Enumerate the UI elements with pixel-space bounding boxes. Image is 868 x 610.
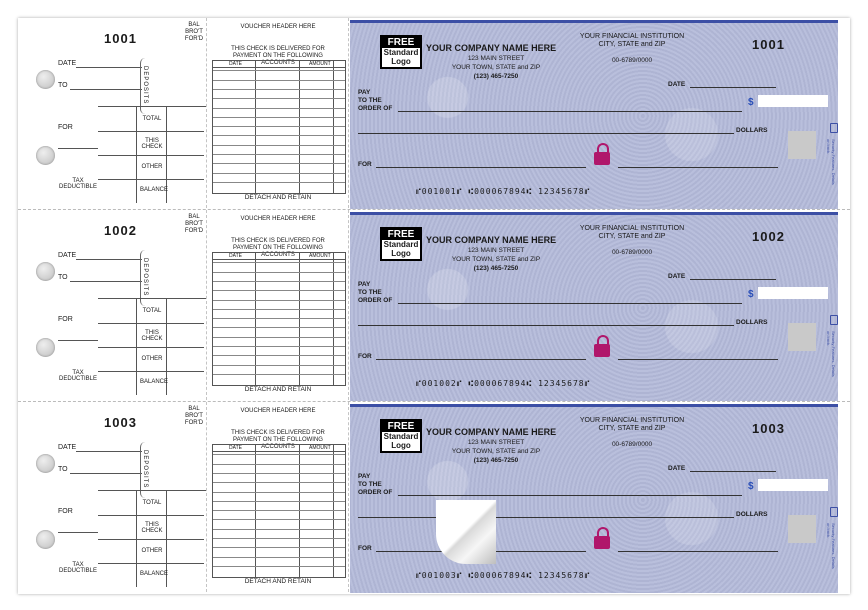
- check-date-line[interactable]: [690, 87, 776, 88]
- voucher-line[interactable]: [213, 262, 345, 263]
- check: [350, 20, 838, 209]
- stub-date-line[interactable]: [76, 259, 142, 260]
- voucher-header: VOUCHER HEADER HERE: [240, 216, 316, 222]
- binder-hole: [36, 338, 55, 357]
- stub-check-number: 1002: [104, 223, 137, 238]
- bal-brot-ford-label: BAL BRO'T FOR'D: [184, 22, 204, 42]
- stub-for-label: FOR: [58, 316, 73, 323]
- check-number: 1001: [752, 37, 785, 52]
- other-label: OTHER: [141, 164, 163, 170]
- order-of-label: ORDER OF: [358, 489, 393, 496]
- binder-hole: [36, 262, 55, 281]
- security-features-icon: [788, 323, 816, 351]
- voucher-line[interactable]: [213, 182, 345, 183]
- voucher-delivered-text: THIS CHECK IS DELIVERED FOR PAYMENT ON THE FOLLOWING ACCOUNTS: [231, 46, 325, 66]
- voucher-line[interactable]: [213, 290, 345, 291]
- company-phone: (123) 465-7250: [473, 265, 519, 272]
- pay-label: PAY: [358, 473, 371, 480]
- amount-box[interactable]: [758, 95, 828, 107]
- micr-line: ⑈001003⑈ ⑆000067894⑆ 12345678⑈: [416, 571, 591, 580]
- stub-date-label: DATE: [58, 252, 77, 259]
- stub-for-line[interactable]: [58, 340, 98, 341]
- check-number: 1002: [752, 229, 785, 244]
- pay-label: PAY: [358, 281, 371, 288]
- voucher-table: [212, 444, 346, 578]
- voucher-table: [212, 252, 346, 386]
- security-side-text: Security Features. Details on back.: [826, 139, 836, 185]
- voucher-amount-col: AMOUNT: [309, 445, 331, 451]
- security-side-text: Security Features. Details on back.: [826, 331, 836, 377]
- voucher-amount-col: AMOUNT: [309, 61, 331, 67]
- voucher-line[interactable]: [213, 108, 345, 109]
- company-name: YOUR COMPANY NAME HERE: [426, 235, 557, 245]
- amount-words-line[interactable]: [358, 325, 734, 326]
- company-address2: YOUR TOWN, STATE and ZIP: [451, 64, 541, 71]
- voucher: [208, 402, 349, 592]
- logo-standard: Standard: [383, 48, 419, 57]
- stub-to-line[interactable]: [70, 473, 142, 474]
- voucher: [208, 18, 349, 208]
- voucher-line[interactable]: [213, 154, 345, 155]
- security-features-icon: [788, 131, 816, 159]
- company-phone: (123) 465-7250: [473, 73, 519, 80]
- amount-box[interactable]: [758, 479, 828, 491]
- other-label: OTHER: [141, 356, 163, 362]
- micr-line: ⑈001002⑈ ⑆000067894⑆ 12345678⑈: [416, 379, 591, 388]
- logo-logo: Logo: [391, 57, 411, 66]
- company-name: YOUR COMPANY NAME HERE: [426, 427, 557, 437]
- voucher-date-col: DATE: [229, 61, 242, 67]
- stub-grid: [98, 106, 206, 203]
- tax-deductible-label: TAX DEDUCTIBLE: [58, 178, 97, 190]
- tax-deductible-label: TAX DEDUCTIBLE: [58, 562, 97, 574]
- logo-free: FREE: [382, 37, 420, 48]
- padlock-icon: [594, 527, 610, 549]
- voucher-line[interactable]: [213, 80, 345, 81]
- check-date-label: DATE: [668, 81, 686, 88]
- stub-for-line[interactable]: [58, 532, 98, 533]
- balance-label: BALANCE: [140, 187, 169, 193]
- memo-line[interactable]: [376, 167, 586, 168]
- voucher-delivered-text: THIS CHECK IS DELIVERED FOR PAYMENT ON THE FOLLOWING ACCOUNTS: [231, 238, 325, 258]
- free-standard-logo: [380, 227, 422, 261]
- total-label: TOTAL: [142, 308, 162, 314]
- amount-words-line[interactable]: [358, 517, 734, 518]
- company-address2: YOUR TOWN, STATE and ZIP: [451, 448, 541, 455]
- voucher-line[interactable]: [213, 309, 345, 310]
- voucher-line[interactable]: [213, 538, 345, 539]
- dollars-label: DOLLARS: [736, 319, 768, 326]
- amount-box[interactable]: [758, 287, 828, 299]
- check-date-line[interactable]: [690, 279, 776, 280]
- stub-grid: [98, 298, 206, 395]
- check-row-3: [18, 402, 850, 592]
- payee-line[interactable]: [398, 111, 742, 112]
- voucher-date-col: DATE: [229, 445, 242, 451]
- micr-line: ⑈001001⑈ ⑆000067894⑆ 12345678⑈: [416, 187, 591, 196]
- voucher-table: [212, 60, 346, 194]
- voucher-line[interactable]: [213, 365, 345, 366]
- voucher-line[interactable]: [213, 510, 345, 511]
- stub-date-line[interactable]: [76, 451, 142, 452]
- voucher-line[interactable]: [213, 70, 345, 71]
- voucher-line[interactable]: [213, 126, 345, 127]
- check: [350, 404, 838, 593]
- bank-name: YOUR FINANCIAL INSTITUTION: [579, 417, 685, 424]
- company-address1: 123 MAIN STREET: [467, 55, 525, 62]
- voucher-line[interactable]: [213, 89, 345, 90]
- this-check-label: THIS CHECK: [141, 138, 163, 150]
- voucher-line[interactable]: [213, 117, 345, 118]
- voucher-line[interactable]: [213, 482, 345, 483]
- memo-line[interactable]: [376, 359, 586, 360]
- stub-check-number: 1003: [104, 415, 137, 430]
- check-date-line[interactable]: [690, 471, 776, 472]
- routing-fraction: 00-6789/0000: [611, 57, 653, 64]
- voucher-line[interactable]: [213, 346, 345, 347]
- lock-icon: [830, 507, 838, 517]
- logo-free: FREE: [382, 421, 420, 432]
- voucher-line[interactable]: [213, 529, 345, 530]
- check-stub: [18, 402, 207, 592]
- voucher-amount-col: AMOUNT: [309, 253, 331, 259]
- security-side-text: Security Features. Details on back.: [826, 523, 836, 569]
- check-stub: [18, 210, 207, 400]
- voucher-line[interactable]: [213, 281, 345, 282]
- check-row-1: [18, 18, 850, 208]
- voucher-line[interactable]: [213, 355, 345, 356]
- voucher-line[interactable]: [213, 557, 345, 558]
- voucher-line[interactable]: [213, 547, 345, 548]
- voucher-line[interactable]: [213, 272, 345, 273]
- deposits-label: DEPOSITS: [142, 66, 148, 105]
- detach-retain-label: DETACH AND RETAIN: [244, 194, 312, 201]
- logo-standard: Standard: [383, 240, 419, 249]
- check-date-label: DATE: [668, 273, 686, 280]
- security-features-icon: [788, 515, 816, 543]
- dollar-sign: $: [748, 97, 754, 108]
- to-the-label: TO THE: [358, 289, 382, 296]
- stub-check-number: 1001: [104, 31, 137, 46]
- voucher-header: VOUCHER HEADER HERE: [240, 408, 316, 414]
- dollars-label: DOLLARS: [736, 127, 768, 134]
- voucher-line[interactable]: [213, 173, 345, 174]
- grid-col: [136, 491, 137, 587]
- check-stub: [18, 18, 207, 208]
- total-label: TOTAL: [142, 116, 162, 122]
- payee-line[interactable]: [398, 303, 742, 304]
- to-the-label: TO THE: [358, 481, 382, 488]
- free-standard-logo: [380, 35, 422, 69]
- signature-line[interactable]: [618, 359, 778, 360]
- voucher-line[interactable]: [213, 566, 345, 567]
- check-row-2: [18, 210, 850, 400]
- memo-for-label: FOR: [358, 545, 372, 552]
- voucher-line[interactable]: [213, 300, 345, 301]
- memo-for-label: FOR: [358, 353, 372, 360]
- amount-words-line[interactable]: [358, 133, 734, 134]
- signature-line[interactable]: [618, 167, 778, 168]
- page-curl: [436, 500, 496, 564]
- stub-for-label: FOR: [58, 124, 73, 131]
- voucher-line[interactable]: [213, 519, 345, 520]
- voucher-table-header: [213, 445, 345, 452]
- voucher-table-header: [213, 253, 345, 260]
- other-label: OTHER: [141, 548, 163, 554]
- voucher-line[interactable]: [213, 374, 345, 375]
- grid-col: [136, 107, 137, 203]
- tax-deductible-label: TAX DEDUCTIBLE: [58, 370, 97, 382]
- binder-hole: [36, 530, 55, 549]
- free-standard-logo: [380, 419, 422, 453]
- stub-to-label: TO: [58, 82, 68, 89]
- voucher-line[interactable]: [213, 327, 345, 328]
- this-check-label: THIS CHECK: [141, 522, 163, 534]
- check-sheet: [18, 18, 850, 594]
- voucher-header: VOUCHER HEADER HERE: [240, 24, 316, 30]
- binder-hole: [36, 454, 55, 473]
- total-label: TOTAL: [142, 500, 162, 506]
- lock-icon: [830, 315, 838, 325]
- bank-name: YOUR FINANCIAL INSTITUTION: [579, 33, 685, 40]
- stub-for-label: FOR: [58, 508, 73, 515]
- stub-date-line[interactable]: [76, 67, 142, 68]
- voucher-line[interactable]: [213, 98, 345, 99]
- voucher-line[interactable]: [213, 337, 345, 338]
- voucher-line[interactable]: [213, 492, 345, 493]
- company-name: YOUR COMPANY NAME HERE: [426, 43, 557, 53]
- check-date-label: DATE: [668, 465, 686, 472]
- dollar-sign: $: [748, 481, 754, 492]
- stub-grid: [98, 490, 206, 587]
- detach-retain-label: DETACH AND RETAIN: [244, 386, 312, 393]
- logo-free: FREE: [382, 229, 420, 240]
- deposits-label: DEPOSITS: [142, 450, 148, 489]
- voucher-date-col: DATE: [229, 253, 242, 259]
- routing-fraction: 00-6789/0000: [611, 441, 653, 448]
- voucher-delivered-text: THIS CHECK IS DELIVERED FOR PAYMENT ON THE FOLLOWING ACCOUNTS: [231, 430, 325, 450]
- bal-brot-ford-label: BAL BRO'T FOR'D: [184, 214, 204, 234]
- padlock-icon: [594, 143, 610, 165]
- company-phone: (123) 465-7250: [473, 457, 519, 464]
- bal-brot-ford-label: BAL BRO'T FOR'D: [184, 406, 204, 426]
- stub-to-label: TO: [58, 466, 68, 473]
- dollar-sign: $: [748, 289, 754, 300]
- voucher-line[interactable]: [213, 464, 345, 465]
- voucher-line[interactable]: [213, 501, 345, 502]
- stub-for-line[interactable]: [58, 148, 98, 149]
- voucher-line[interactable]: [213, 135, 345, 136]
- bank-name: YOUR FINANCIAL INSTITUTION: [579, 225, 685, 232]
- stub-to-label: TO: [58, 274, 68, 281]
- lock-icon: [830, 123, 838, 133]
- to-the-label: TO THE: [358, 97, 382, 104]
- bank-city: CITY, STATE and ZIP: [598, 233, 666, 240]
- logo-logo: Logo: [391, 441, 411, 450]
- check-number: 1003: [752, 421, 785, 436]
- stub-date-label: DATE: [58, 60, 77, 67]
- voucher-line[interactable]: [213, 145, 345, 146]
- this-check-label: THIS CHECK: [141, 330, 163, 342]
- voucher: [208, 210, 349, 400]
- routing-fraction: 00-6789/0000: [611, 249, 653, 256]
- memo-for-label: FOR: [358, 161, 372, 168]
- payee-line[interactable]: [398, 495, 742, 496]
- voucher-line[interactable]: [213, 454, 345, 455]
- dollars-label: DOLLARS: [736, 511, 768, 518]
- company-address1: 123 MAIN STREET: [467, 247, 525, 254]
- bank-city: CITY, STATE and ZIP: [598, 41, 666, 48]
- stub-date-label: DATE: [58, 444, 77, 451]
- bank-city: CITY, STATE and ZIP: [598, 425, 666, 432]
- logo-logo: Logo: [391, 249, 411, 258]
- detach-retain-label: DETACH AND RETAIN: [244, 578, 312, 585]
- binder-hole: [36, 146, 55, 165]
- stub-to-line[interactable]: [70, 281, 142, 282]
- balance-label: BALANCE: [140, 379, 169, 385]
- binder-hole: [36, 70, 55, 89]
- voucher-line[interactable]: [213, 163, 345, 164]
- logo-standard: Standard: [383, 432, 419, 441]
- order-of-label: ORDER OF: [358, 297, 393, 304]
- company-address1: 123 MAIN STREET: [467, 439, 525, 446]
- stub-to-line[interactable]: [70, 89, 142, 90]
- grid-col: [136, 299, 137, 395]
- signature-line[interactable]: [618, 551, 778, 552]
- voucher-table-header: [213, 61, 345, 68]
- padlock-icon: [594, 335, 610, 357]
- balance-label: BALANCE: [140, 571, 169, 577]
- company-address2: YOUR TOWN, STATE and ZIP: [451, 256, 541, 263]
- deposits-label: DEPOSITS: [142, 258, 148, 297]
- voucher-line[interactable]: [213, 473, 345, 474]
- voucher-line[interactable]: [213, 318, 345, 319]
- order-of-label: ORDER OF: [358, 105, 393, 112]
- check: [350, 212, 838, 401]
- pay-label: PAY: [358, 89, 371, 96]
